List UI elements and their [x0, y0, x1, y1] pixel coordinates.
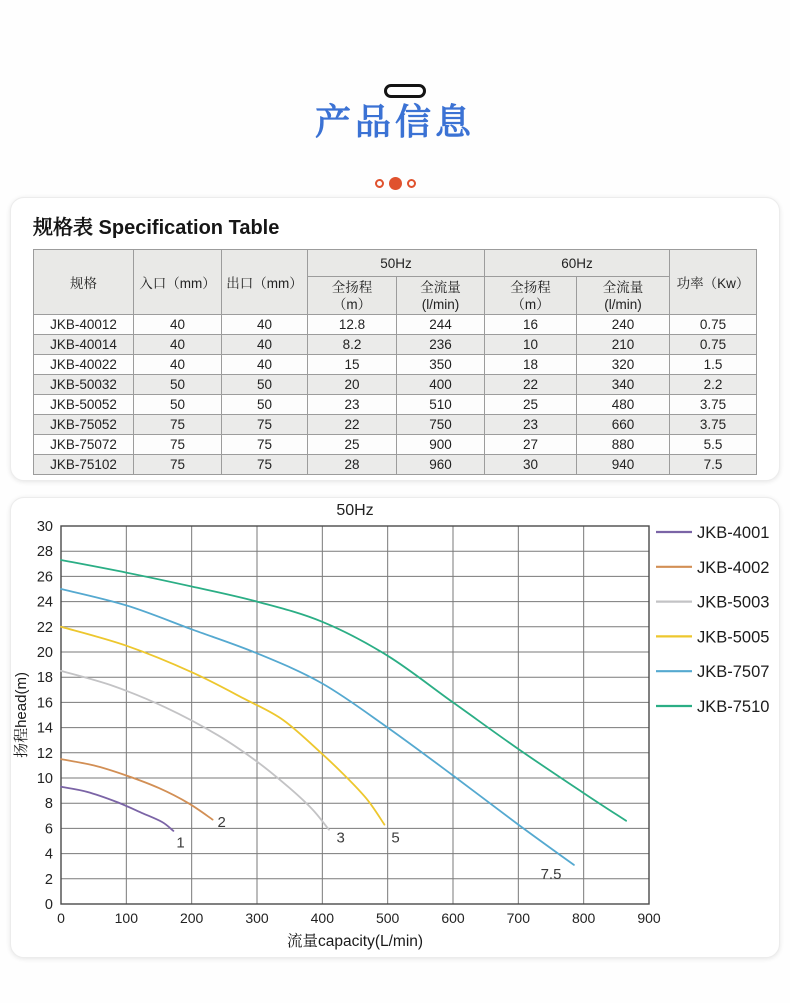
table-cell: 350 [397, 355, 485, 375]
x-tick-label: 300 [245, 910, 269, 926]
legend-label-JKB-5003: JKB-5003 [697, 593, 770, 612]
table-cell: 40 [222, 335, 308, 355]
y-tick-label: 20 [36, 645, 53, 661]
table-cell: 75 [134, 455, 222, 475]
table-cell: 12.8 [308, 315, 397, 335]
table-cell: 880 [577, 435, 670, 455]
table-cell: 75 [222, 435, 308, 455]
y-tick-label: 0 [44, 897, 53, 913]
table-cell: 20 [308, 375, 397, 395]
spec-table-card [10, 197, 780, 481]
x-tick-label: 400 [310, 910, 335, 926]
table-cell: 75 [134, 435, 222, 455]
curve-end-label-JKB-5005: 5 [391, 829, 400, 847]
table-cell: 75 [222, 455, 308, 475]
x-tick-label: 0 [57, 910, 65, 926]
table-cell: 40 [222, 315, 308, 335]
plot-border [61, 526, 649, 904]
table-cell: 5.5 [670, 435, 757, 455]
y-tick-label: 28 [36, 544, 53, 561]
table-cell: 900 [397, 435, 485, 455]
y-tick-label: 26 [36, 569, 53, 586]
table-cell: 50 [134, 395, 222, 415]
curve-JKB-5003 [61, 671, 329, 830]
table-cell: 40 [134, 355, 222, 375]
y-tick-label: 2 [44, 871, 53, 888]
table-row [34, 435, 757, 455]
curve-end-label-JKB-4002: 2 [217, 814, 226, 832]
y-tick-label: 8 [44, 796, 53, 813]
table-cell: JKB-40012 [34, 315, 134, 335]
y-tick-label: 30 [36, 519, 53, 535]
legend-label-JKB-7507: JKB-7507 [697, 663, 770, 682]
chart-title: 50Hz [336, 502, 374, 519]
table-cell: 3.75 [670, 395, 757, 415]
table-cell: 960 [397, 455, 485, 475]
table-cell: 50 [222, 375, 308, 395]
y-tick-label: 24 [36, 594, 53, 611]
table-cell: 28 [308, 455, 397, 475]
table-cell: 30 [485, 455, 577, 475]
table-cell: 8.2 [308, 335, 397, 355]
x-tick-label: 100 [114, 910, 139, 926]
pump-curve-chart [11, 498, 781, 956]
y-tick-label: 22 [36, 619, 53, 636]
table-cell: 75 [222, 415, 308, 435]
curve-end-label-JKB-4001: 1 [176, 834, 185, 852]
table-cell: 40 [134, 315, 222, 335]
x-tick-label: 900 [637, 910, 661, 926]
col-header-spec: 规格 [34, 250, 134, 315]
x-tick-label: 200 [179, 910, 204, 926]
table-row [34, 375, 757, 395]
table-cell: 40 [222, 355, 308, 375]
y-tick-label: 6 [44, 821, 53, 838]
y-tick-label: 14 [36, 720, 53, 737]
col-header-inlet: 入口（mm） [134, 250, 222, 315]
table-cell: 25 [485, 395, 577, 415]
x-tick-label: 500 [375, 910, 400, 926]
y-tick-label: 12 [36, 745, 53, 762]
table-row [34, 455, 757, 475]
y-tick-label: 4 [44, 846, 53, 863]
table-cell: JKB-75102 [34, 455, 134, 475]
table-cell: 3.75 [670, 415, 757, 435]
table-cell: JKB-75052 [34, 415, 134, 435]
y-tick-label: 16 [36, 695, 53, 712]
curve-JKB-5005 [61, 627, 384, 825]
table-cell: JKB-40014 [34, 335, 134, 355]
table-cell: 0.75 [670, 335, 757, 355]
legend-label-JKB-5005: JKB-5005 [697, 628, 770, 647]
table-cell: 660 [577, 415, 670, 435]
table-cell: 2.2 [670, 375, 757, 395]
table-cell: 50 [134, 375, 222, 395]
table-cell: 320 [577, 355, 670, 375]
carousel-dot-active[interactable] [389, 177, 402, 190]
y-axis-label: 扬程head(m) [13, 672, 30, 758]
table-cell: 16 [485, 315, 577, 335]
carousel-dot[interactable] [407, 179, 416, 188]
table-cell: 7.5 [670, 455, 757, 475]
table-cell: JKB-40022 [34, 355, 134, 375]
table-cell: 400 [397, 375, 485, 395]
table-cell: 236 [397, 335, 485, 355]
col-header-60hz: 60Hz [485, 250, 670, 277]
table-cell: 1.5 [670, 355, 757, 375]
table-cell: 50 [222, 395, 308, 415]
table-cell: 27 [485, 435, 577, 455]
curve-end-label-JKB-7507: 7.5 [540, 865, 562, 883]
table-row [34, 335, 757, 355]
table-cell: 480 [577, 395, 670, 415]
curve-end-label-JKB-5003: 3 [336, 829, 345, 847]
col-header-power: 功率（Kw） [670, 250, 757, 315]
table-cell: 750 [397, 415, 485, 435]
table-cell: 25 [308, 435, 397, 455]
spec-table [33, 249, 757, 475]
table-cell: 18 [485, 355, 577, 375]
table-cell: 0.75 [670, 315, 757, 335]
x-tick-label: 600 [441, 910, 465, 926]
table-cell: JKB-50052 [34, 395, 134, 415]
carousel-dot[interactable] [375, 179, 384, 188]
table-cell: 240 [577, 315, 670, 335]
legend-label-JKB-7510: JKB-7510 [697, 698, 770, 716]
col-header-head-60: 全扬程 （m） [485, 277, 577, 315]
table-cell: 244 [397, 315, 485, 335]
table-cell: 40 [134, 335, 222, 355]
x-tick-label: 700 [506, 910, 531, 926]
table-cell: 940 [577, 455, 670, 475]
table-cell: JKB-50032 [34, 375, 134, 395]
y-tick-label: 10 [36, 771, 53, 787]
table-cell: 340 [577, 375, 670, 395]
curve-JKB-7507 [61, 589, 574, 865]
legend-label-JKB-4001: JKB-4001 [697, 524, 770, 542]
col-header-outlet: 出口（mm） [222, 250, 308, 315]
table-cell: 210 [577, 335, 670, 355]
col-header-flow-60: 全流量 (l/min) [577, 277, 670, 315]
table-cell: 15 [308, 355, 397, 375]
chart-svg [11, 498, 781, 956]
page-title: 产品信息 [314, 101, 475, 142]
table-row [34, 415, 757, 435]
table-cell: 510 [397, 395, 485, 415]
table-cell: 10 [485, 335, 577, 355]
col-header-flow-50: 全流量 (l/min) [397, 277, 485, 315]
table-cell: 22 [308, 415, 397, 435]
table-cell: 23 [485, 415, 577, 435]
table-cell: 75 [134, 415, 222, 435]
x-tick-label: 800 [571, 910, 596, 926]
table-cell: JKB-75072 [34, 435, 134, 455]
pump-curve-card [10, 497, 780, 958]
y-tick-label: 18 [36, 670, 53, 687]
table-row [34, 395, 757, 415]
col-header-head-50: 全扬程 （m） [308, 277, 397, 315]
table-cell: 22 [485, 375, 577, 395]
table-row [34, 315, 757, 335]
table-row [34, 355, 757, 375]
spec-table-heading: 规格表 Specification Table [33, 217, 280, 239]
x-axis-label: 流量capacity(L/min) [286, 933, 424, 950]
table-cell: 23 [308, 395, 397, 415]
col-header-50hz: 50Hz [308, 250, 485, 277]
carousel-dots [0, 177, 790, 190]
legend-label-JKB-4002: JKB-4002 [697, 558, 770, 577]
curve-JKB-4001 [61, 787, 173, 831]
